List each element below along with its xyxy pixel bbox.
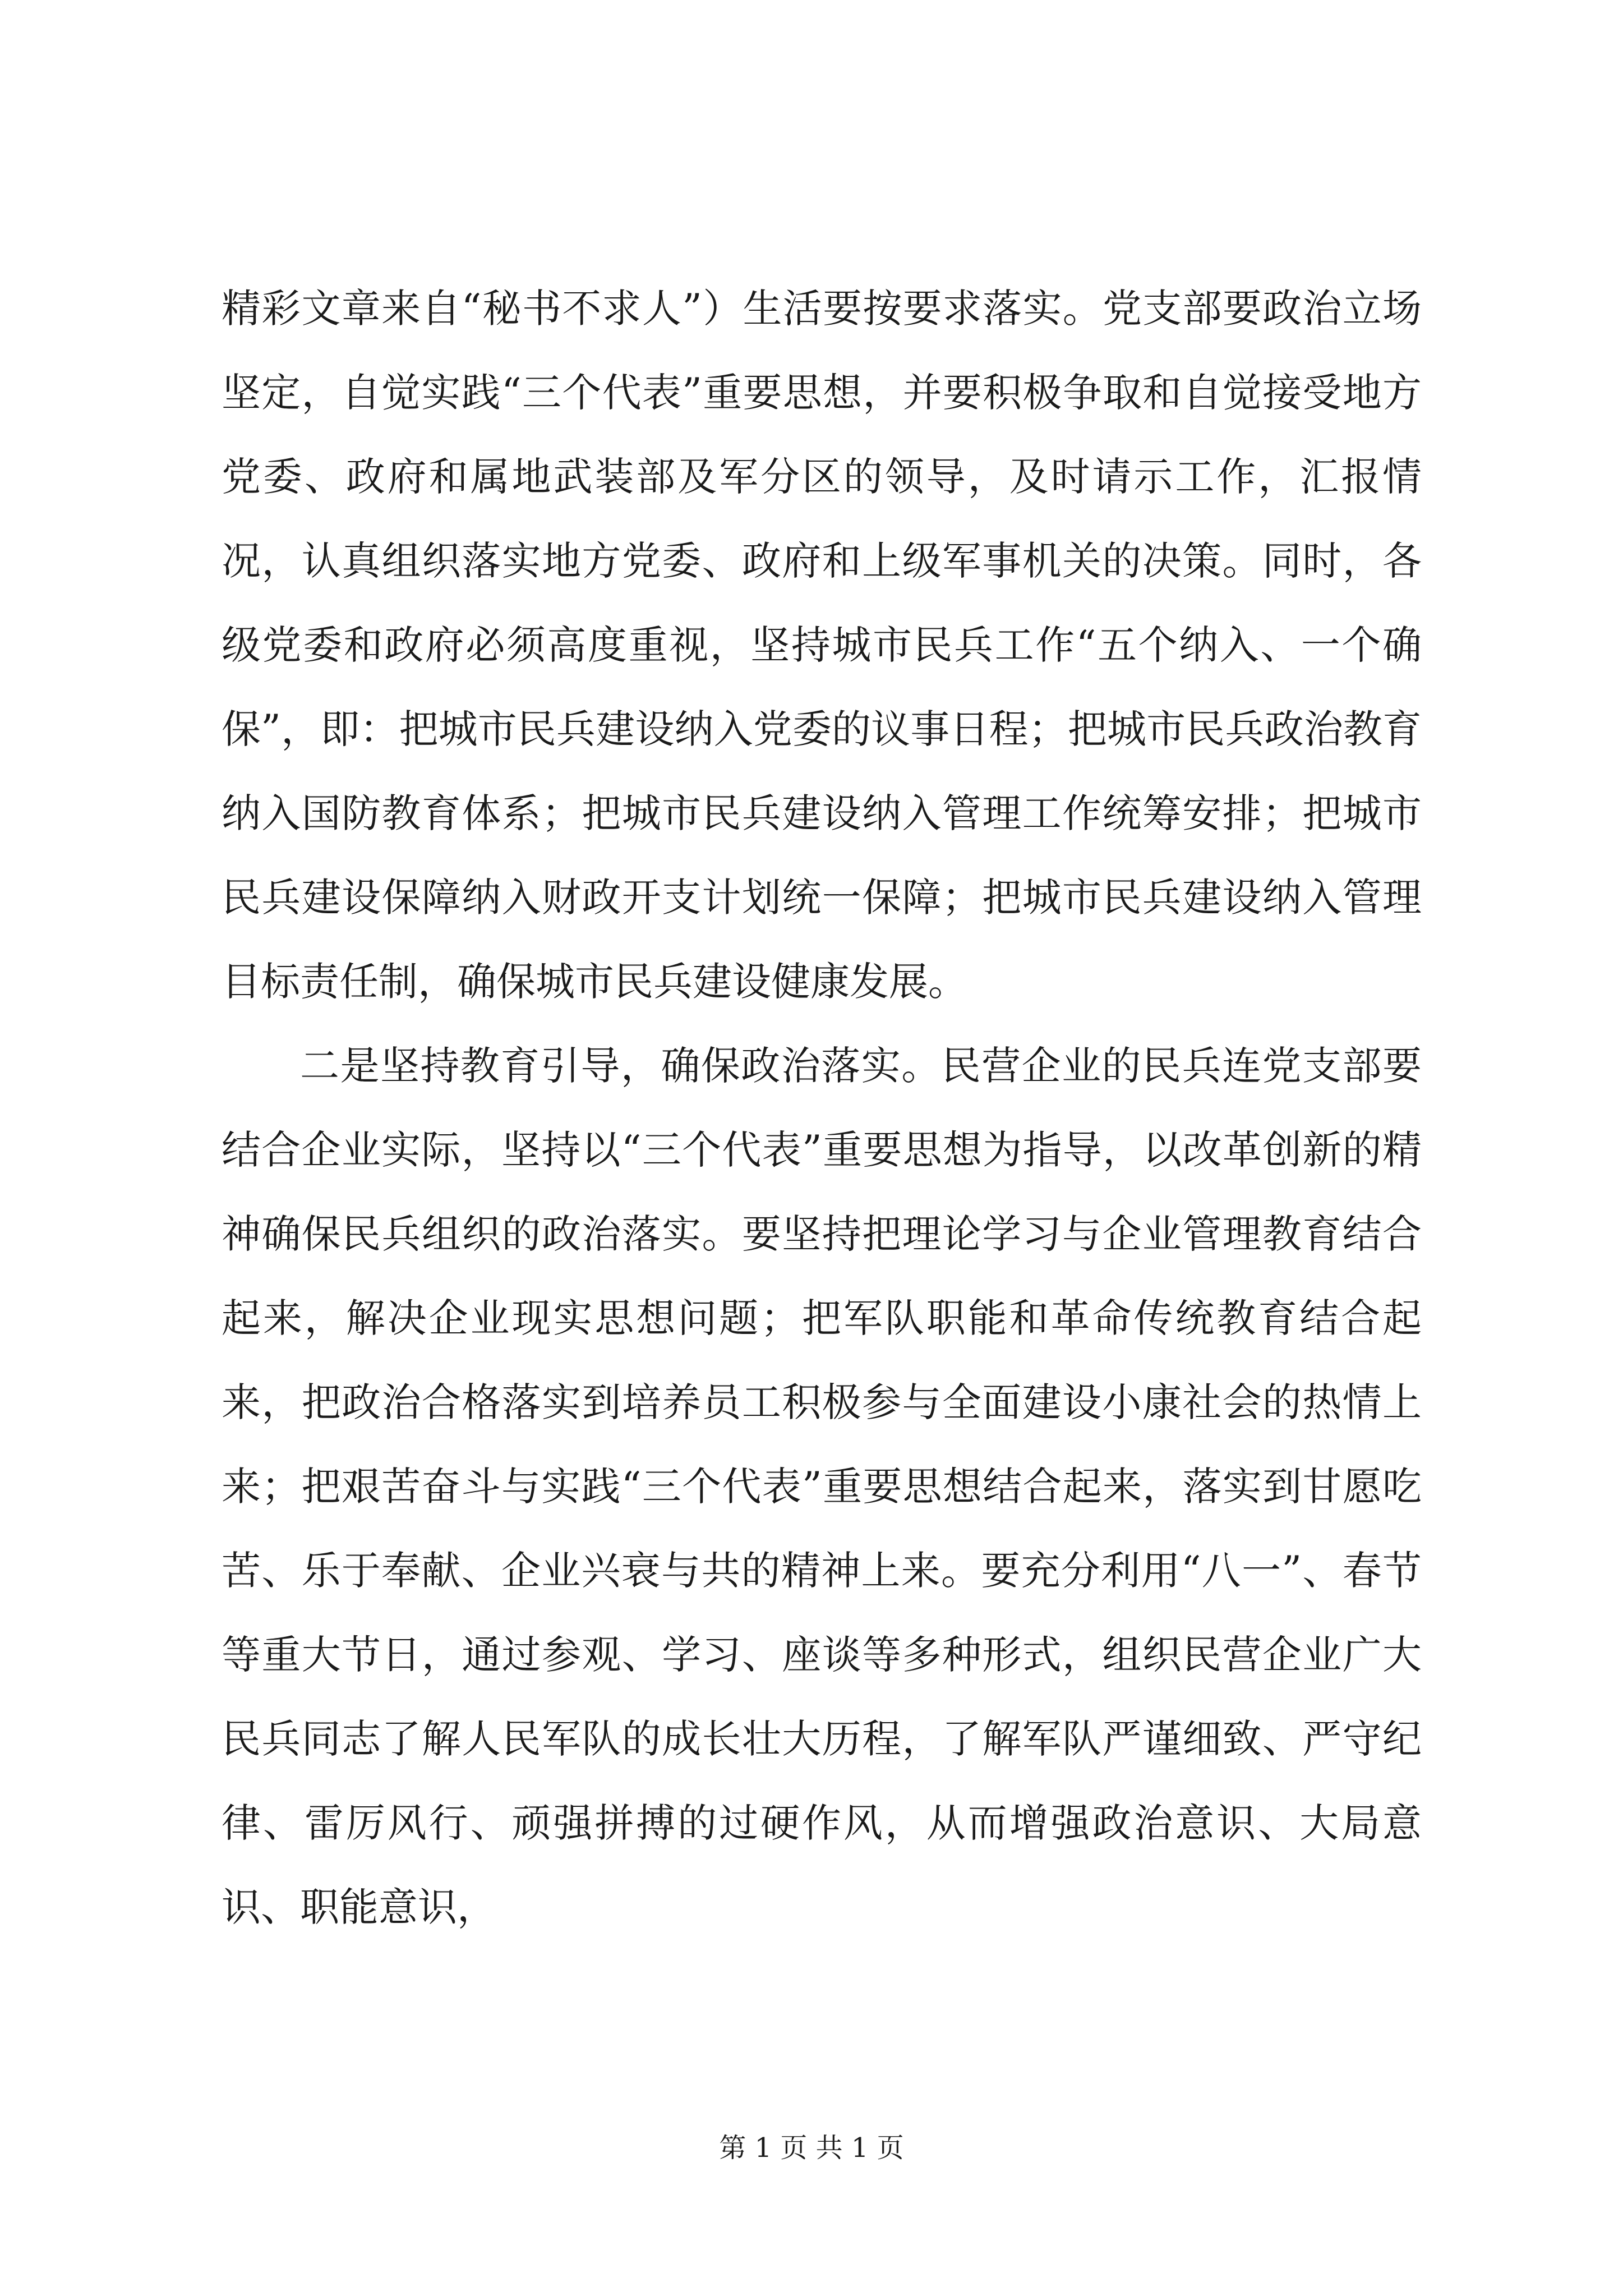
paragraph-1: 精彩文章来自“秘书不求人”）生活要按要求落实。党支部要政治立场坚定，自觉实践“三个代表”重要思想，并要积极争取和自觉接受地方党委、政府和属地武装部及军分区的领导，及时请示工作，汇报情况，认真组织落实地方党委、政府和上级军事机关的决策。同时，各级党委和政府必须高度重视，坚持城市民兵工作“五个纳入、一个确保”，即：把城市民兵建设纳入党委的议事日程；把城市民兵政治教育纳入国防教育体系；把城市民兵建设纳入管理工作统筹安排；把城市民兵建设保障纳入财政开支计划统一保障；把城市民兵建设纳入管理目标责任制，确保城市民兵建设健康发展。 xyxy=(222,286,1422,1005)
document-body xyxy=(222,266,1422,1949)
page-footer xyxy=(0,2126,1623,2165)
page-number-label: 第 1 页 共 1 页 xyxy=(719,2132,904,2164)
paragraph-2: 二是坚持教育引导，确保政治落实。民营企业的民兵连党支部要结合企业实际，坚持以“三个代表”重要思想为指导，以改革创新的精神确保民兵组织的政治落实。要坚持把理论学习与企业管理教育结合起来，解决企业现实思想问题；把军队职能和革命传统教育结合起来，把政治合格落实到培养员工积极参与全面建设小康社会的热情上来；把艰苦奋斗与实践“三个代表”重要思想结合起来，落实到甘愿吃苦、乐于奉献、企业兴衰与共的精神上来。要充分利用“八一”、春节等重大节日，通过参观、学习、座谈等多种形式，组织民营企业广大民兵同志了解人民军队的成长壮大历程，了解军队严谨细致、严守纪律、雷厉风行、顽强拼搏的过硬作风，从而增强政治意识、大局意识、职能意识， xyxy=(222,1043,1422,1930)
